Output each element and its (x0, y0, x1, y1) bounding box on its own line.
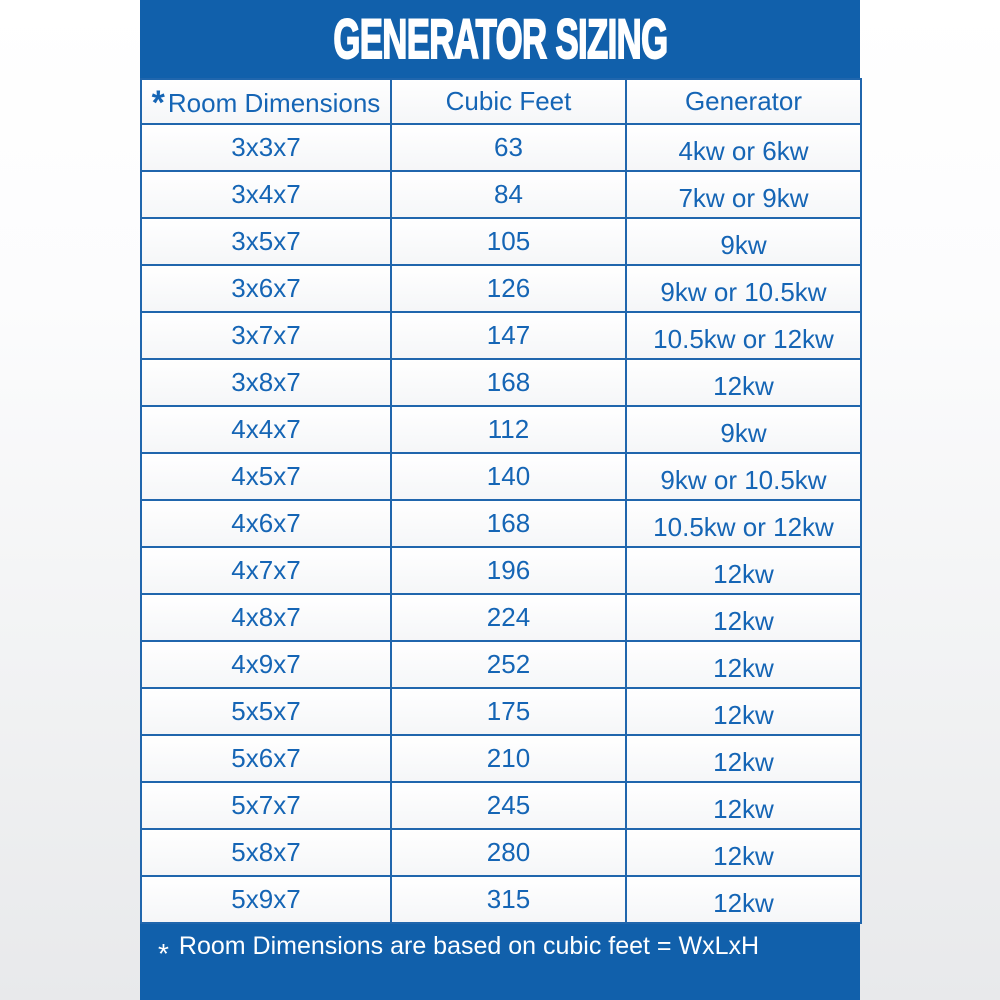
cubic-feet-cell: 112 (391, 406, 626, 453)
table-row (141, 265, 861, 312)
cubic-feet-cell: 105 (391, 218, 626, 265)
cubic-feet-cell: 252 (391, 641, 626, 688)
generator-cell: 12kw (626, 876, 861, 923)
cubic-feet-cell: 196 (391, 547, 626, 594)
room-dimensions-cell: 3x8x7 (141, 359, 391, 406)
table-row (141, 312, 861, 359)
room-dimensions-cell: 5x7x7 (141, 782, 391, 829)
room-dimensions-cell: 4x9x7 (141, 641, 391, 688)
room-dimensions-cell: 4x8x7 (141, 594, 391, 641)
room-dimensions-cell: 3x3x7 (141, 124, 391, 171)
generator-cell: 10.5kw or 12kw (626, 312, 861, 359)
table-row (141, 594, 861, 641)
cubic-feet-cell: 315 (391, 876, 626, 923)
asterisk-marker: * (151, 84, 165, 122)
cubic-feet-cell: 140 (391, 453, 626, 500)
generator-cell: 12kw (626, 359, 861, 406)
room-dimensions-cell: 4x7x7 (141, 547, 391, 594)
page-title: GENERATOR SIZING (332, 7, 668, 70)
room-dimensions-cell: 4x5x7 (141, 453, 391, 500)
room-dimensions-cell: 5x9x7 (141, 876, 391, 923)
cubic-feet-cell: 224 (391, 594, 626, 641)
room-dimensions-cell: 3x7x7 (141, 312, 391, 359)
room-dimensions-cell: 4x4x7 (141, 406, 391, 453)
room-dimensions-cell: 4x6x7 (141, 500, 391, 547)
table-row (141, 406, 861, 453)
cubic-feet-cell: 147 (391, 312, 626, 359)
header-generator (626, 79, 861, 124)
generator-cell: 9kw or 10.5kw (626, 453, 861, 500)
table-row (141, 171, 861, 218)
table-row (141, 782, 861, 829)
generator-sizing-table (140, 78, 862, 924)
table-row (141, 453, 861, 500)
table-row (141, 359, 861, 406)
room-dimensions-cell: 3x4x7 (141, 171, 391, 218)
generator-cell: 12kw (626, 829, 861, 876)
generator-cell: 12kw (626, 594, 861, 641)
cubic-feet-cell: 280 (391, 829, 626, 876)
table-row (141, 641, 861, 688)
header-label: Room Dimensions (167, 88, 381, 118)
table-row (141, 124, 861, 171)
cubic-feet-cell: 168 (391, 500, 626, 547)
generator-cell: 9kw (626, 406, 861, 453)
table-row (141, 735, 861, 782)
room-dimensions-cell: 3x6x7 (141, 265, 391, 312)
room-dimensions-cell: 3x5x7 (141, 218, 391, 265)
asterisk-marker: * (158, 937, 169, 969)
room-dimensions-cell: 5x6x7 (141, 735, 391, 782)
table-row (141, 688, 861, 735)
header-label: Cubic Feet (445, 86, 572, 116)
generator-cell: 12kw (626, 547, 861, 594)
table-row (141, 500, 861, 547)
cubic-feet-cell: 168 (391, 359, 626, 406)
header-cubic-feet (391, 79, 626, 124)
footnote-bar (140, 893, 860, 1000)
generator-cell: 10.5kw or 12kw (626, 500, 861, 547)
cubic-feet-cell: 63 (391, 124, 626, 171)
generator-sizing-panel (140, 0, 860, 1000)
table-row (141, 547, 861, 594)
generator-cell: 12kw (626, 688, 861, 735)
header-label: Generator (684, 86, 803, 116)
generator-cell: 12kw (626, 641, 861, 688)
generator-cell: 9kw (626, 218, 861, 265)
generator-cell: 12kw (626, 782, 861, 829)
footnote-text: Room Dimensions are based on cubic feet = WxLxH (178, 932, 760, 960)
table-row (141, 829, 861, 876)
generator-cell: 9kw or 10.5kw (626, 265, 861, 312)
cubic-feet-cell: 175 (391, 688, 626, 735)
generator-cell: 4kw or 6kw (626, 124, 861, 171)
cubic-feet-cell: 210 (391, 735, 626, 782)
generator-cell: 12kw (626, 735, 861, 782)
table-row (141, 218, 861, 265)
room-dimensions-cell: 5x8x7 (141, 829, 391, 876)
room-dimensions-cell: 5x5x7 (141, 688, 391, 735)
header-room-dimensions (141, 79, 391, 124)
generator-cell: 7kw or 9kw (626, 171, 861, 218)
cubic-feet-cell: 84 (391, 171, 626, 218)
cubic-feet-cell: 126 (391, 265, 626, 312)
table-header-row (141, 79, 861, 124)
title-band (140, 0, 860, 78)
cubic-feet-cell: 245 (391, 782, 626, 829)
